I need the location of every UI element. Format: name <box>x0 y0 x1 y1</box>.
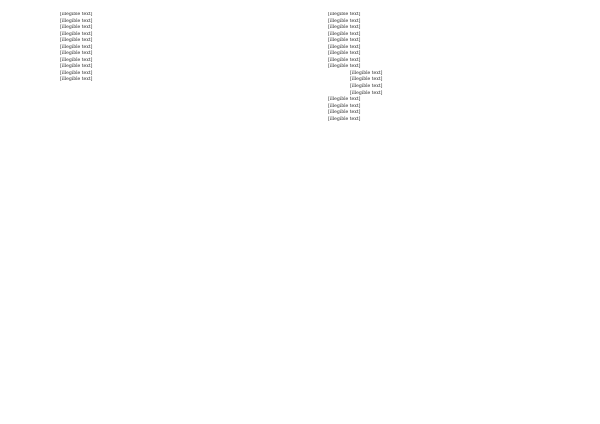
prose-paragraph: [illegible text] <box>60 57 93 63</box>
prose-paragraph: [illegible text] <box>328 38 361 44</box>
prose-paragraph: [illegible text] <box>60 44 93 50</box>
dialogue-paragraph: [illegible text] <box>328 51 361 57</box>
dialogue-paragraph: [illegible text] <box>328 44 361 50</box>
verse-paragraph: [illegible text] <box>350 70 383 76</box>
prose-paragraph: [illegible text] <box>328 18 361 24</box>
verse-paragraph: [illegible text] <box>350 90 383 96</box>
prose-paragraph: [illegible text] <box>328 12 361 17</box>
right-text-column <box>318 12 572 416</box>
dialogue-paragraph: [illegible text] <box>328 64 361 70</box>
prose-paragraph: [illegible text] <box>60 70 93 76</box>
prose-paragraph: [illegible text] <box>60 77 93 83</box>
prose-paragraph: [illegible text] <box>60 51 93 57</box>
dialogue-paragraph: [illegible text] <box>328 57 361 63</box>
prose-paragraph: [illegible text] <box>60 38 93 44</box>
dialogue-paragraph: [illegible text] <box>60 18 93 24</box>
left-text-column <box>50 12 304 416</box>
dialogue-paragraph: [illegible text] <box>328 103 361 109</box>
dialogue-paragraph: [illegible text] <box>328 25 361 31</box>
dialogue-paragraph: [illegible text] <box>328 97 361 103</box>
prose-paragraph: [illegible text] <box>328 31 361 37</box>
verse-paragraph: [illegible text] <box>350 77 383 83</box>
verse-paragraph: [illegible text] <box>350 84 383 90</box>
prose-paragraph: [illegible text] <box>328 116 361 122</box>
prose-paragraph: [illegible text] <box>328 110 361 116</box>
prose-paragraph: [illegible text] <box>60 31 93 37</box>
prose-paragraph: [illegible text] <box>60 64 93 70</box>
prose-paragraph: [illegible text] <box>60 12 93 17</box>
dialogue-paragraph: [illegible text] <box>60 25 93 31</box>
